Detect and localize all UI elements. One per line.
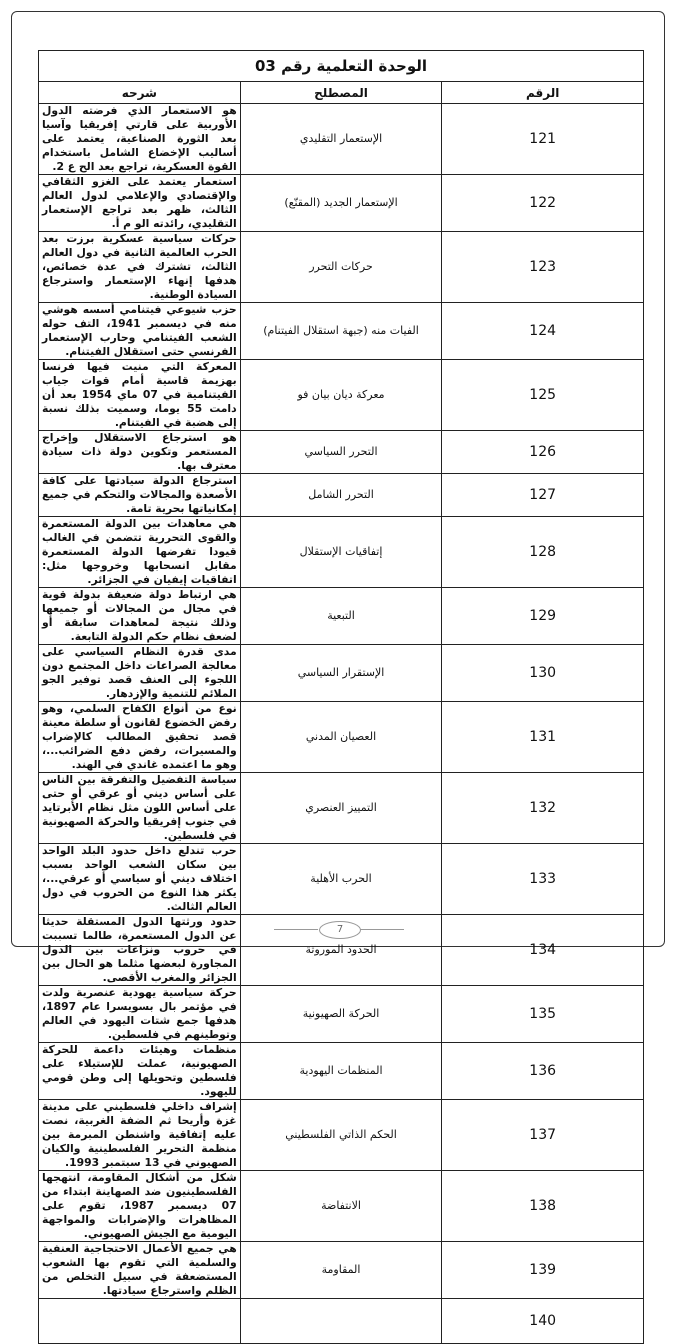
row-explanation: هو استرجاع الاستقلال وإخراج المستعمر وتكوين دولة ذات سيادة معترف بها.	[39, 431, 241, 474]
row-number: 133	[442, 844, 644, 915]
row-explanation: شكل من أشكال المقاومة، انتهجها الفلسطينيون ضد الصهاينة ابتداء من 07 ديسمبر 1987، تقوم على المظاهرات والإضرابات والمواجهة اليومية مع الجيش الصهيوني.	[39, 1171, 241, 1242]
row-number: 136	[442, 1043, 644, 1100]
row-number: 138	[442, 1171, 644, 1242]
row-number: 135	[442, 986, 644, 1043]
row-term: معركة ديان بيان فو	[240, 360, 442, 431]
table-row	[39, 986, 644, 1043]
row-term: الإستقرار السياسي	[240, 645, 442, 702]
row-term: الحرب الأهلية	[240, 844, 442, 915]
row-term: التبعية	[240, 588, 442, 645]
row-number: 139	[442, 1242, 644, 1299]
row-term: الحكم الذاتي الفلسطيني	[240, 1100, 442, 1171]
row-term: المقاومة	[240, 1242, 442, 1299]
row-term: الحركة الصهيونية	[240, 986, 442, 1043]
row-number: 127	[442, 474, 644, 517]
row-number: 140	[442, 1299, 644, 1344]
row-term: الإستعمار الجديد (المقنّع)	[240, 175, 442, 232]
row-number: 124	[442, 303, 644, 360]
table-row	[39, 431, 644, 474]
row-term: حركات التحرر	[240, 232, 442, 303]
page-number: 7	[319, 921, 361, 939]
row-explanation: مدى قدرة النظام السياسي على معالجة الصراعات داخل المجتمع دون اللجوء إلى العنف قصد توفير الجو الملائم للتنمية والإزدهار.	[39, 645, 241, 702]
table-row	[39, 474, 644, 517]
table-row	[39, 773, 644, 844]
row-term: التحرر الشامل	[240, 474, 442, 517]
row-number: 137	[442, 1100, 644, 1171]
row-number: 132	[442, 773, 644, 844]
row-term	[240, 1299, 442, 1344]
table-row	[39, 1100, 644, 1171]
table-row	[39, 175, 644, 232]
row-explanation: حزب شيوعي فيتنامي أسسه هوشي منه في ديسمبر 1941، التف حوله الشعب الفيتنامي وحارب الإستعمار الفرنسي حتى استقلال الفيتنام.	[39, 303, 241, 360]
row-explanation: إشراف داخلي فلسطيني على مدينة غزة وأريحا ثم الضفة الغربية، نصت عليه إتفاقية واشنطن المبرمة بين منظمة التحرير الفلسطينية والكيان الصهيوني في 13 سبتمبر 1993.	[39, 1100, 241, 1171]
header-number: الرقم	[442, 82, 644, 104]
row-explanation: حركة سياسية يهودية عنصرية ولدت في مؤتمر بال بسويسرا عام 1897، هدفها جمع شتات اليهود في العالم وتوطينهم في فلسطين.	[39, 986, 241, 1043]
row-explanation: استعمار يعتمد على الغزو الثقافي والإقتصادي والإعلامي لدول العالم الثالث، ظهر بعد تراجع الإستعمار التقليدي، رائدته الو م أ.	[39, 175, 241, 232]
table-row	[39, 303, 644, 360]
row-explanation: سياسة التفضيل والتفرقة بين الناس على أساس ديني أو عرقي أو حتى على أساس اللون مثل نظام الأبرتايد في جنوب إفريقيا والحركة الصهيونية في فلسطين.	[39, 773, 241, 844]
row-number: 130	[442, 645, 644, 702]
table-row	[39, 1171, 644, 1242]
row-term: العصيان المدني	[240, 702, 442, 773]
row-term: المنظمات اليهودية	[240, 1043, 442, 1100]
row-term: التحرر السياسي	[240, 431, 442, 474]
row-number: 121	[442, 104, 644, 175]
table-row	[39, 104, 644, 175]
row-explanation: حدود ورثتها الدول المستقلة حديثا عن الدول المستعمرة، طالما تسببت في حروب ونزاعات بين الدول المجاورة لبعضها مثلما هو الحال بين الجزائر والمغرب الأقصى.	[39, 915, 241, 986]
row-term: الإستعمار التقليدي	[240, 104, 442, 175]
row-number: 125	[442, 360, 644, 431]
table-body	[39, 104, 644, 1344]
row-number: 126	[442, 431, 644, 474]
row-term: التمييز العنصري	[240, 773, 442, 844]
row-term: الحدود الموروثة	[240, 915, 442, 986]
table-row	[39, 1043, 644, 1100]
row-explanation: هي معاهدات بين الدولة المستعمرة والقوى التحررية تتضمن في الغالب قيودا تفرضها الدولة المستعمرة مقابل انسحابها وخروجها مثل: اتفاقيات إيفيان في الجزائر.	[39, 517, 241, 588]
table-row	[39, 702, 644, 773]
table-row	[39, 1299, 644, 1344]
table-header-row	[39, 82, 644, 104]
header-term: المصطلح	[240, 82, 442, 104]
row-explanation: استرجاع الدولة سيادتها على كافة الأصعدة والمجالات والتحكم في جميع إمكانياتها بحرية تامة.	[39, 474, 241, 517]
row-explanation: هو الاستعمار الذي فرضته الدول الأوربية على قارتي إفريقيا وآسيا بعد الثورة الصناعية، يعتمد على أساليب الإخضاع الشامل باستخدام القوة العسكرية، تراجع بعد الح ع 2.	[39, 104, 241, 175]
row-explanation: حرب تندلع داخل حدود البلد الواحد بين سكان الشعب الواحد بسبب اختلاف ديني أو سياسي أو عرقي...، يكثر هذا النوع من الحروب في دول العالم الثالث.	[39, 844, 241, 915]
row-term: الفيات منه (جبهة استقلال الفيتنام)	[240, 303, 442, 360]
table-row	[39, 588, 644, 645]
row-explanation: هي ارتباط دولة ضعيفة بدولة قوية في مجال من المجالات أو جميعها وذلك نتيجة لمعاهدات سابقة أو لضعف نظام حكم الدولة التابعة.	[39, 588, 241, 645]
row-number: 128	[442, 517, 644, 588]
table-row	[39, 645, 644, 702]
table-row	[39, 1242, 644, 1299]
terms-table	[38, 50, 644, 1344]
page-number-ornament	[274, 921, 404, 939]
row-explanation	[39, 1299, 241, 1344]
row-explanation: نوع من أنواع الكفاح السلمي، وهو رفض الخضوع لقانون أو سلطة معينة قصد تحقيق المطالب كالإضراب والمسيرات، رفض دفع الضرائب...، وهو ما اعتمده غاندي في الهند.	[39, 702, 241, 773]
row-explanation: منظمات وهيئات داعمة للحركة الصهيونية، عملت للإستيلاء على فلسطين وتحويلها إلى وطن قومي لليهود.	[39, 1043, 241, 1100]
table-row	[39, 360, 644, 431]
row-explanation: المعركة التي منيت فيها فرنسا بهزيمة قاسية أمام قوات جياب الفيتنامية في 07 ماي 1954 بعد أن دامت 55 يوما، وسميت بذلك نسبة إلى هضبة في الفيتنام.	[39, 360, 241, 431]
row-explanation: هي جميع الأعمال الاحتجاجية العنفية والسلمية التي تقوم بها الشعوب المستضعفة في سبيل التخلص من الظلم واسترجاع سيادتها.	[39, 1242, 241, 1299]
row-number: 123	[442, 232, 644, 303]
table-row	[39, 844, 644, 915]
row-number: 122	[442, 175, 644, 232]
table-row	[39, 232, 644, 303]
row-explanation: حركات سياسية عسكرية برزت بعد الحرب العالمية الثانية في دول العالم الثالث، تشترك في عدة خصائص، هدفها إنهاء الإستعمار واسترجاع السيادة الوطنية.	[39, 232, 241, 303]
header-explanation: شرحه	[39, 82, 241, 104]
ornament-line-right	[360, 929, 404, 930]
row-number: 131	[442, 702, 644, 773]
row-term: إتفاقيات الإستقلال	[240, 517, 442, 588]
row-number: 134	[442, 915, 644, 986]
ornament-line-left	[274, 929, 318, 930]
row-term: الانتفاضة	[240, 1171, 442, 1242]
unit-title: الوحدة التعلمية رقم 03	[39, 51, 644, 82]
table-row	[39, 517, 644, 588]
row-number: 129	[442, 588, 644, 645]
